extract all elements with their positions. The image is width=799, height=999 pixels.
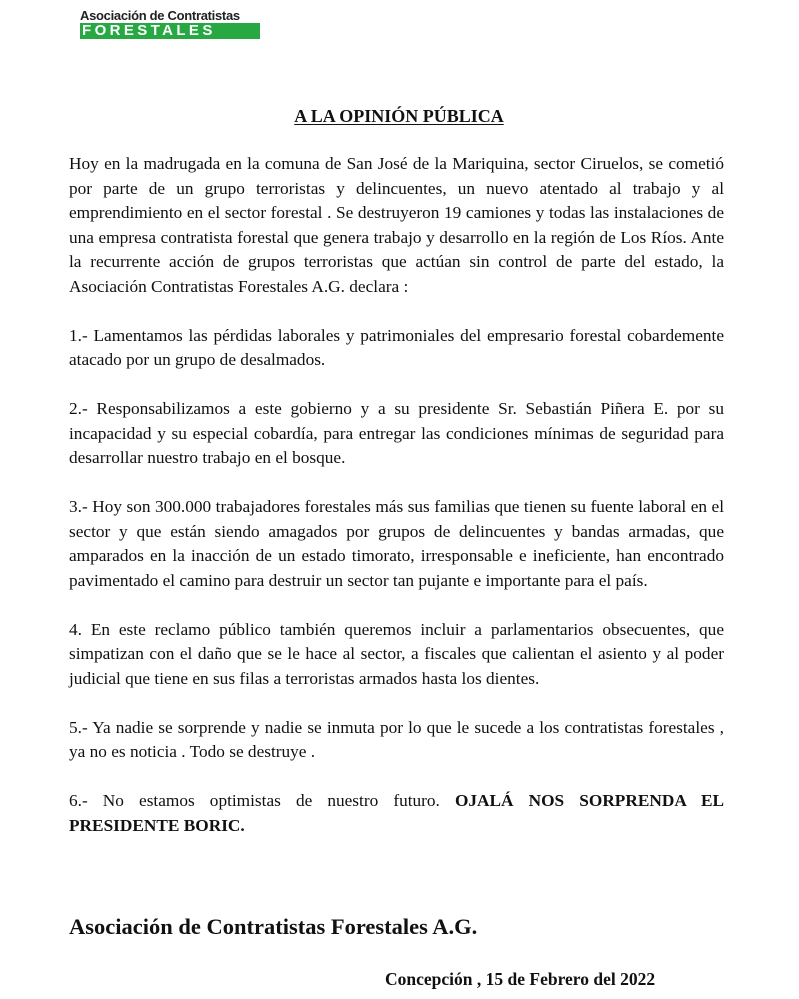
intro-paragraph: Hoy en la madrugada en la comuna de San José de la Mariquina, sector Ciruelos, se cometió por parte de un grupo terroristas y delincuentes, un nuevo atentado al trabajo y al emprendimiento en el sector forestal . Se destruyeron 19 camiones y todas las instalaciones de una empresa contratista forestal que genera trabajo y desarrollo en la región de Los Ríos. Ante la recurrente acción de grupos terroristas que actúan sin control de parte del estado, la Asociación Contratistas Forestales A.G. declara : bbox=[69, 154, 724, 296]
signature-line: Asociación de Contratistas Forestales A.G. bbox=[69, 914, 478, 939]
declaration-item-1: 1.- Lamentamos las pérdidas laborales y patrimoniales del empresario forestal cobardemente atacado por un grupo de desalmados. bbox=[69, 325, 724, 369]
organization-logo bbox=[80, 8, 260, 39]
declaration-item-6 bbox=[69, 789, 724, 838]
logo-name-text: Asociación de Contratistas bbox=[80, 8, 240, 23]
declaration-item-4: 4. En este reclamo público también queremos incluir a parlamentarios obsecuentes, que simpatizan con el daño que se le hace al sector, a fiscales que calientan el asiento y al poder judicial que tiene en sus filas a terroristas armados hasta los dientes. bbox=[69, 619, 724, 688]
declaration-item-3: 3.- Hoy son 300.000 trabajadores forestales más sus familias que tienen su fuente laboral en el sector y que están siendo amagados por grupos de delincuentes y bandas armadas, que amparados en la inacción de un estado timorato, irresponsable e ineficiente, han encontrado pavimentado el camino para destruir un sector tan pujante e importante para el país. bbox=[69, 497, 724, 590]
declaration-item-6-text: 6.- No estamos optimistas de nuestro futuro. bbox=[69, 791, 455, 810]
document-body bbox=[69, 152, 724, 838]
document-heading: A LA OPINIÓN PÚBLICA bbox=[294, 106, 504, 126]
logo-forestales-banner: FORESTALES bbox=[80, 23, 260, 39]
declaration-item-2: 2.- Responsabilizamos a este gobierno y a su presidente Sr. Sebastián Piñera E. por su incapacidad y su especial cobardía, para entregar las condiciones mínimas de seguridad para desarrollar nuestro trabajo en el bosque. bbox=[69, 399, 724, 467]
declaration-item-5: 5.- Ya nadie se sorprende y nadie se inmuta por lo que le sucede a los contratistas forestales , ya no es noticia . Todo se destruye . bbox=[69, 717, 724, 761]
document-heading-wrap bbox=[0, 106, 799, 127]
place-and-date: Concepción , 15 de Febrero del 2022 bbox=[385, 969, 656, 989]
declaration-item-6-emphasis: OJALÁ NOS SORPRENDA EL PRESIDENTE BORIC. bbox=[69, 791, 724, 835]
